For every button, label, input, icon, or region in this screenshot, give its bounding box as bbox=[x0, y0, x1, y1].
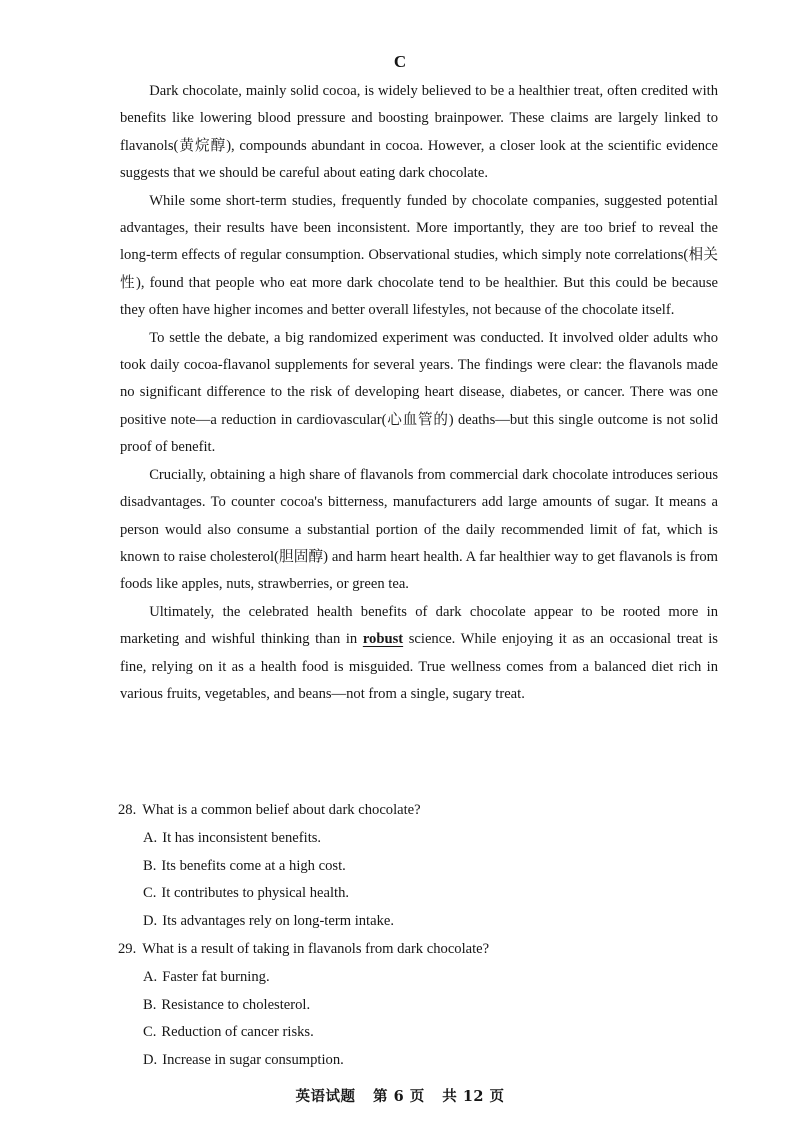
option-a bbox=[120, 825, 720, 853]
paragraph-text: Crucially, obtaining a high share of flavanols from commercial dark chocolate introduces serious disadvantages. To counter cocoa's bitterness, manufacturers add large amounts of sugar. It means a person would also consume a substantial portion of the daily recommended limit of fat, which is known to raise cholesterol(胆固醇) and harm heart health. A far healthier way to get flavanols is from foods like apples, nuts, strawberries, or green tea. bbox=[120, 466, 718, 593]
option-text: Its benefits come at a high cost. bbox=[161, 857, 346, 874]
option-c bbox=[120, 880, 720, 908]
footer-page-number: 第 6 页 bbox=[373, 1088, 425, 1105]
footer-total-pages: 共 12 页 bbox=[442, 1088, 505, 1105]
option-c bbox=[120, 1019, 720, 1047]
passage-paragraph-3 bbox=[120, 325, 718, 462]
option-text: Increase in sugar consumption. bbox=[162, 1052, 344, 1069]
option-letter: A. bbox=[143, 829, 158, 846]
option-d bbox=[120, 1047, 720, 1075]
paragraph-text: science. While enjoying it as an occasional treat is fine, relying on it as a health food is misguided. True wellness comes from a balanced diet rich in various fruits, vegetables, and beans—not from a single, sugary treat. bbox=[120, 631, 718, 702]
option-text: It has inconsistent benefits. bbox=[162, 829, 322, 846]
option-a bbox=[120, 964, 720, 992]
option-letter: C. bbox=[143, 1024, 157, 1041]
paragraph-text: To settle the debate, a big randomized experiment was conducted. It involved older adults who took daily cocoa-flavanol supplements for several years. The findings were clear: the flavanols made no significant difference to the risk of developing heart disease, diabetes, or cancer. There was one positive note—a reduction in cardiovascular(心血管的) deaths—but this single outcome is not solid proof of benefit. bbox=[120, 329, 718, 456]
paragraph-text: Dark chocolate, mainly solid cocoa, is widely believed to be a healthier treat, often credited with benefits like lowering blood pressure and boosting brainpower. These claims are largely linked to flavanols(黄烷醇), compounds abundant in cocoa. However, a closer look at the scientific evidence suggests that we should be careful about eating dark chocolate. bbox=[120, 83, 718, 182]
question-28 bbox=[120, 797, 720, 936]
option-letter: B. bbox=[143, 857, 157, 874]
passage-paragraph-4 bbox=[120, 462, 718, 599]
option-letter: B. bbox=[143, 996, 157, 1013]
option-letter: D. bbox=[143, 913, 158, 930]
option-letter: D. bbox=[143, 1052, 158, 1069]
paragraph-text: Ultimately, the celebrated health benefits of dark chocolate appear to be rooted more in marketing and wishful thinking than in bbox=[120, 603, 718, 648]
option-text: It contributes to physical health. bbox=[161, 885, 350, 902]
question-number: 29. bbox=[118, 940, 137, 957]
question-list bbox=[120, 797, 720, 1075]
passage-paragraph-5 bbox=[120, 599, 718, 709]
option-b bbox=[120, 853, 720, 881]
page-footer bbox=[0, 1085, 800, 1106]
option-b bbox=[120, 992, 720, 1020]
question-29 bbox=[120, 936, 720, 1075]
option-letter: C. bbox=[143, 885, 157, 902]
passage-paragraph-1 bbox=[120, 78, 718, 188]
option-text: Faster fat burning. bbox=[162, 968, 270, 985]
option-text: Reduction of cancer risks. bbox=[161, 1024, 314, 1041]
option-letter: A. bbox=[143, 968, 158, 985]
footer-subject: 英语试题 bbox=[295, 1088, 356, 1105]
question-number: 28. bbox=[118, 802, 137, 818]
passage-paragraph-2 bbox=[120, 188, 718, 325]
paragraph-text: While some short-term studies, frequently funded by chocolate companies, suggested potential advantages, their results have been inconsistent. More importantly, they are too brief to reveal the long-term effects of regular consumption. Observational studies, which simply note correlations(相关性), found that people who eat more dark chocolate tend to be healthier. But this could be because they often have higher incomes and better overall lifestyles, not because of the chocolate itself. bbox=[120, 192, 718, 319]
question-stem bbox=[118, 797, 720, 825]
option-d bbox=[120, 908, 720, 936]
section-heading: C bbox=[393, 52, 407, 71]
question-text: What is a result of taking in flavanols from dark chocolate? bbox=[142, 940, 490, 957]
underlined-word: robust bbox=[362, 631, 404, 648]
question-text: What is a common belief about dark chocolate? bbox=[142, 802, 421, 818]
question-stem bbox=[118, 936, 720, 964]
reading-passage bbox=[120, 78, 718, 708]
option-text: Its advantages rely on long-term intake. bbox=[162, 913, 395, 930]
option-text: Resistance to cholesterol. bbox=[161, 996, 311, 1013]
